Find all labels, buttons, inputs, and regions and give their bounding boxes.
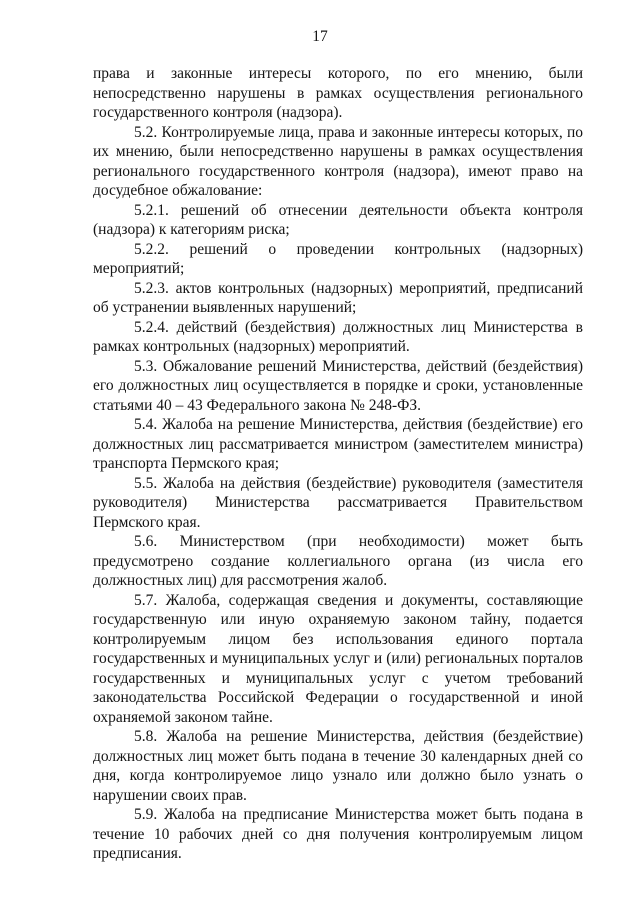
paragraph-5-2: 5.2. Контролируемые лица, права и законные интересы которых, по их мнению, были непосредственно нарушены в рамках осуществления регионального государственного контроля (надзора), имеют право на досудебное обжалование: [93, 123, 583, 199]
paragraph-5-2-2: 5.2.2. решений о проведении контрольных (надзорных) мероприятий; [93, 240, 583, 277]
document-body [93, 64, 583, 864]
paragraph-5-3: 5.3. Обжалование решений Министерства, действий (бездействия) его должностных лиц осуществляется в порядке и сроки, установленные статьями 40 – 43 Федерального закона № 248-ФЗ. [93, 357, 583, 414]
paragraph-5-6: 5.6. Министерством (при необходимости) может быть предусмотрено создание коллегиального органа (из числа его должностных лиц) для рассмотрения жалоб. [93, 533, 583, 589]
page-number: 17 [312, 28, 328, 45]
paragraph-5-7: 5.7. Жалоба, содержащая сведения и документы, составляющие государственную или иную охраняемую законом тайну, подается контролируемым лицом без использования единого портала государственных и муниципальных услуг и (или) региональных порталов государственных и муниципальных услуг с учетом требований законодательства Российской Федерации о государственной и иной охраняемой законом тайне. [93, 591, 583, 726]
paragraph-5-2-3: 5.2.3. актов контрольных (надзорных) мероприятий, предписаний об устранении выявленных нарушений; [93, 279, 583, 316]
paragraph-5-5: 5.5. Жалоба на действия (бездействие) руководителя (заместителя руководителя) Министерства рассматривается Правительством Пермского края. [93, 474, 583, 531]
paragraph-5-2-1: 5.2.1. решений об отнесении деятельности объекта контроля (надзора) к категориям риска; [93, 201, 583, 238]
paragraph-5-8: 5.8. Жалоба на решение Министерства, действия (бездействие) должностных лиц может быть подана в течение 30 календарных дней со дня, когда контролируемое лицо узнало или должно было узнать о нарушении своих прав. [93, 728, 583, 804]
paragraph-5-2-4: 5.2.4. действий (бездействия) должностных лиц Министерства в рамках контрольных (надзорных) мероприятий. [93, 318, 583, 355]
paragraph-continuation: права и законные интересы которого, по его мнению, были непосредственно нарушены в рамках осуществления регионального государственного контроля (надзора). [93, 65, 583, 121]
paragraph-5-9: 5.9. Жалоба на предписание Министерства может быть подана в течение 10 рабочих дней со дня получения контролируемым лицом предписания. [93, 806, 583, 862]
paragraph-5-4: 5.4. Жалоба на решение Министерства, действия (бездействие) его должностных лиц рассматривается министром (заместителем министра) транспорта Пермского края; [93, 416, 583, 472]
